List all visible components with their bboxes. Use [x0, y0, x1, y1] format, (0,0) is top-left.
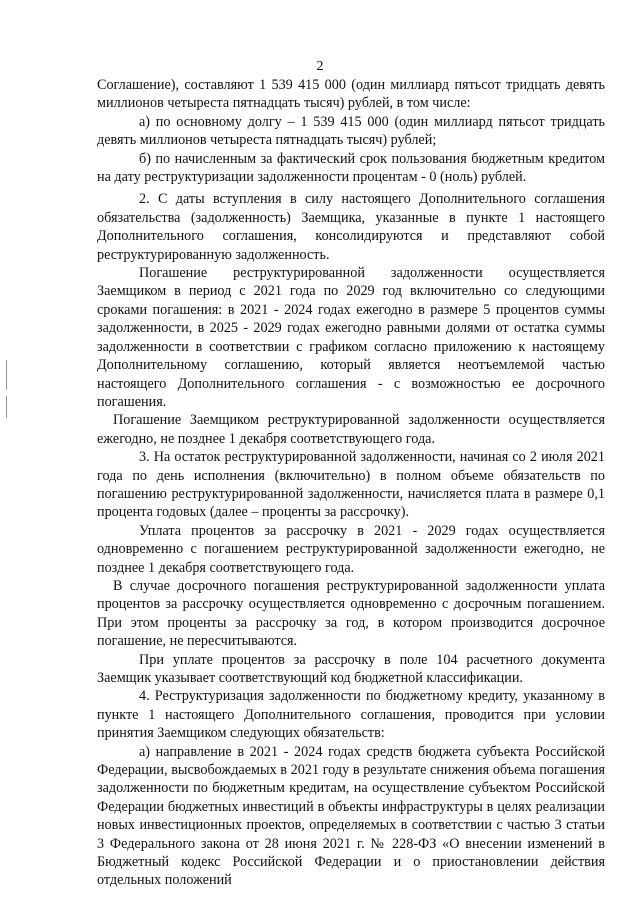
paragraph-continuation: Соглашение), составляют 1 539 415 000 (один миллиард пятьсот тридцать девять миллионов четыреста пятнадцать тысяч) рублей, в том числе: [97, 77, 605, 112]
paragraph-interest-payment: Уплата процентов за рассрочку в 2021 - 2029 годах осуществляется одновременно с погашением реструктурированной задолженности ежегодно, не позднее 1 декабря соответствующего года. [97, 522, 605, 576]
paragraph-item-b: б) по начисленным за фактический срок пользования бюджетным кредитом на дату реструктуризации задолженности процентам - 0 (ноль) рублей. [97, 150, 605, 186]
document-body [97, 76, 605, 890]
paragraph-repayment-deadline: Погашение Заемщиком реструктурированной задолженности осуществляется ежегодно, не позднее 1 декабря соответствующего года. [97, 412, 605, 447]
page-number: 2 [316, 59, 324, 74]
paragraph-item-a: а) по основному долгу – 1 539 415 000 (один миллиард пятьсот тридцать девять миллионов четыреста пятнадцать тысяч) рублей; [97, 113, 605, 149]
binding-mark [6, 360, 7, 390]
paragraph-obligation-a: а) направление в 2021 - 2024 годах средств бюджета субъекта Российской Федерации, высвобождаемых в 2021 году в результате снижения объема погашения задолженности по бюджетным кредитам, на осуществление субъектом Российской Федерации бюджетных инвестиций в объекты инфраструктуры в целях реализации новых инвестиционных проектов, определяемых в соответствии с частью 3 статьи 3 Федерального закона от 28 июня 2021 г. № 228-ФЗ «О внесении изменений в Бюджетный кодекс Российской Федерации и о приостановлении действия отдельных положений [97, 743, 605, 889]
paragraph-clause-2: 2. С даты вступления в силу настоящего Дополнительного соглашения обязательства (задолженность) Заемщика, указанные в пункте 1 настоящего Дополнительного соглашения, консолидируются и представляют собой реструктурированную задолженность. [97, 191, 605, 263]
binding-mark [6, 396, 7, 418]
paragraph-clause-4: 4. Реструктуризация задолженности по бюджетному кредиту, указанному в пункте 1 настоящего Дополнительного соглашения, проводится при условии принятия Заемщиком следующих обязательств: [97, 688, 605, 742]
paragraph-field-104: При уплате процентов за рассрочку в поле 104 расчетного документа Заемщик указывает соответствующий код бюджетной классификации. [97, 651, 605, 686]
paragraph-clause-3: 3. На остаток реструктурированной задолженности, начиная со 2 июля 2021 года по день исполнения (включительно) в полном объеме обязательств по погашению реструктурированной задолженности, начисляется плата в размере 0,1 процента годовых (далее – проценты за рассрочку). [97, 449, 605, 521]
paragraph-repayment-schedule: Погашение реструктурированной задолженности осуществляется Заемщиком в период с 2021 года по 2029 год включительно со следующими сроками погашения: в 2021 - 2024 годах ежегодно в размере 5 процентов суммы задолженности, в 2025 - 2029 годах ежегодно равными долями от остатка суммы задолженности в соответствии с графиком согласно приложению к настоящему Дополнительному соглашению, который является неотъемлемой частью настоящего Дополнительного соглашения - с возможностью ее досрочного погашения. [97, 265, 605, 410]
paragraph-early-repayment: В случае досрочного погашения реструктурированной задолженности уплата процентов за рассрочку осуществляется одновременно с досрочным погашением. При этом проценты за рассрочку за год, в котором производится досрочное погашение, не пересчитываются. [97, 577, 605, 650]
